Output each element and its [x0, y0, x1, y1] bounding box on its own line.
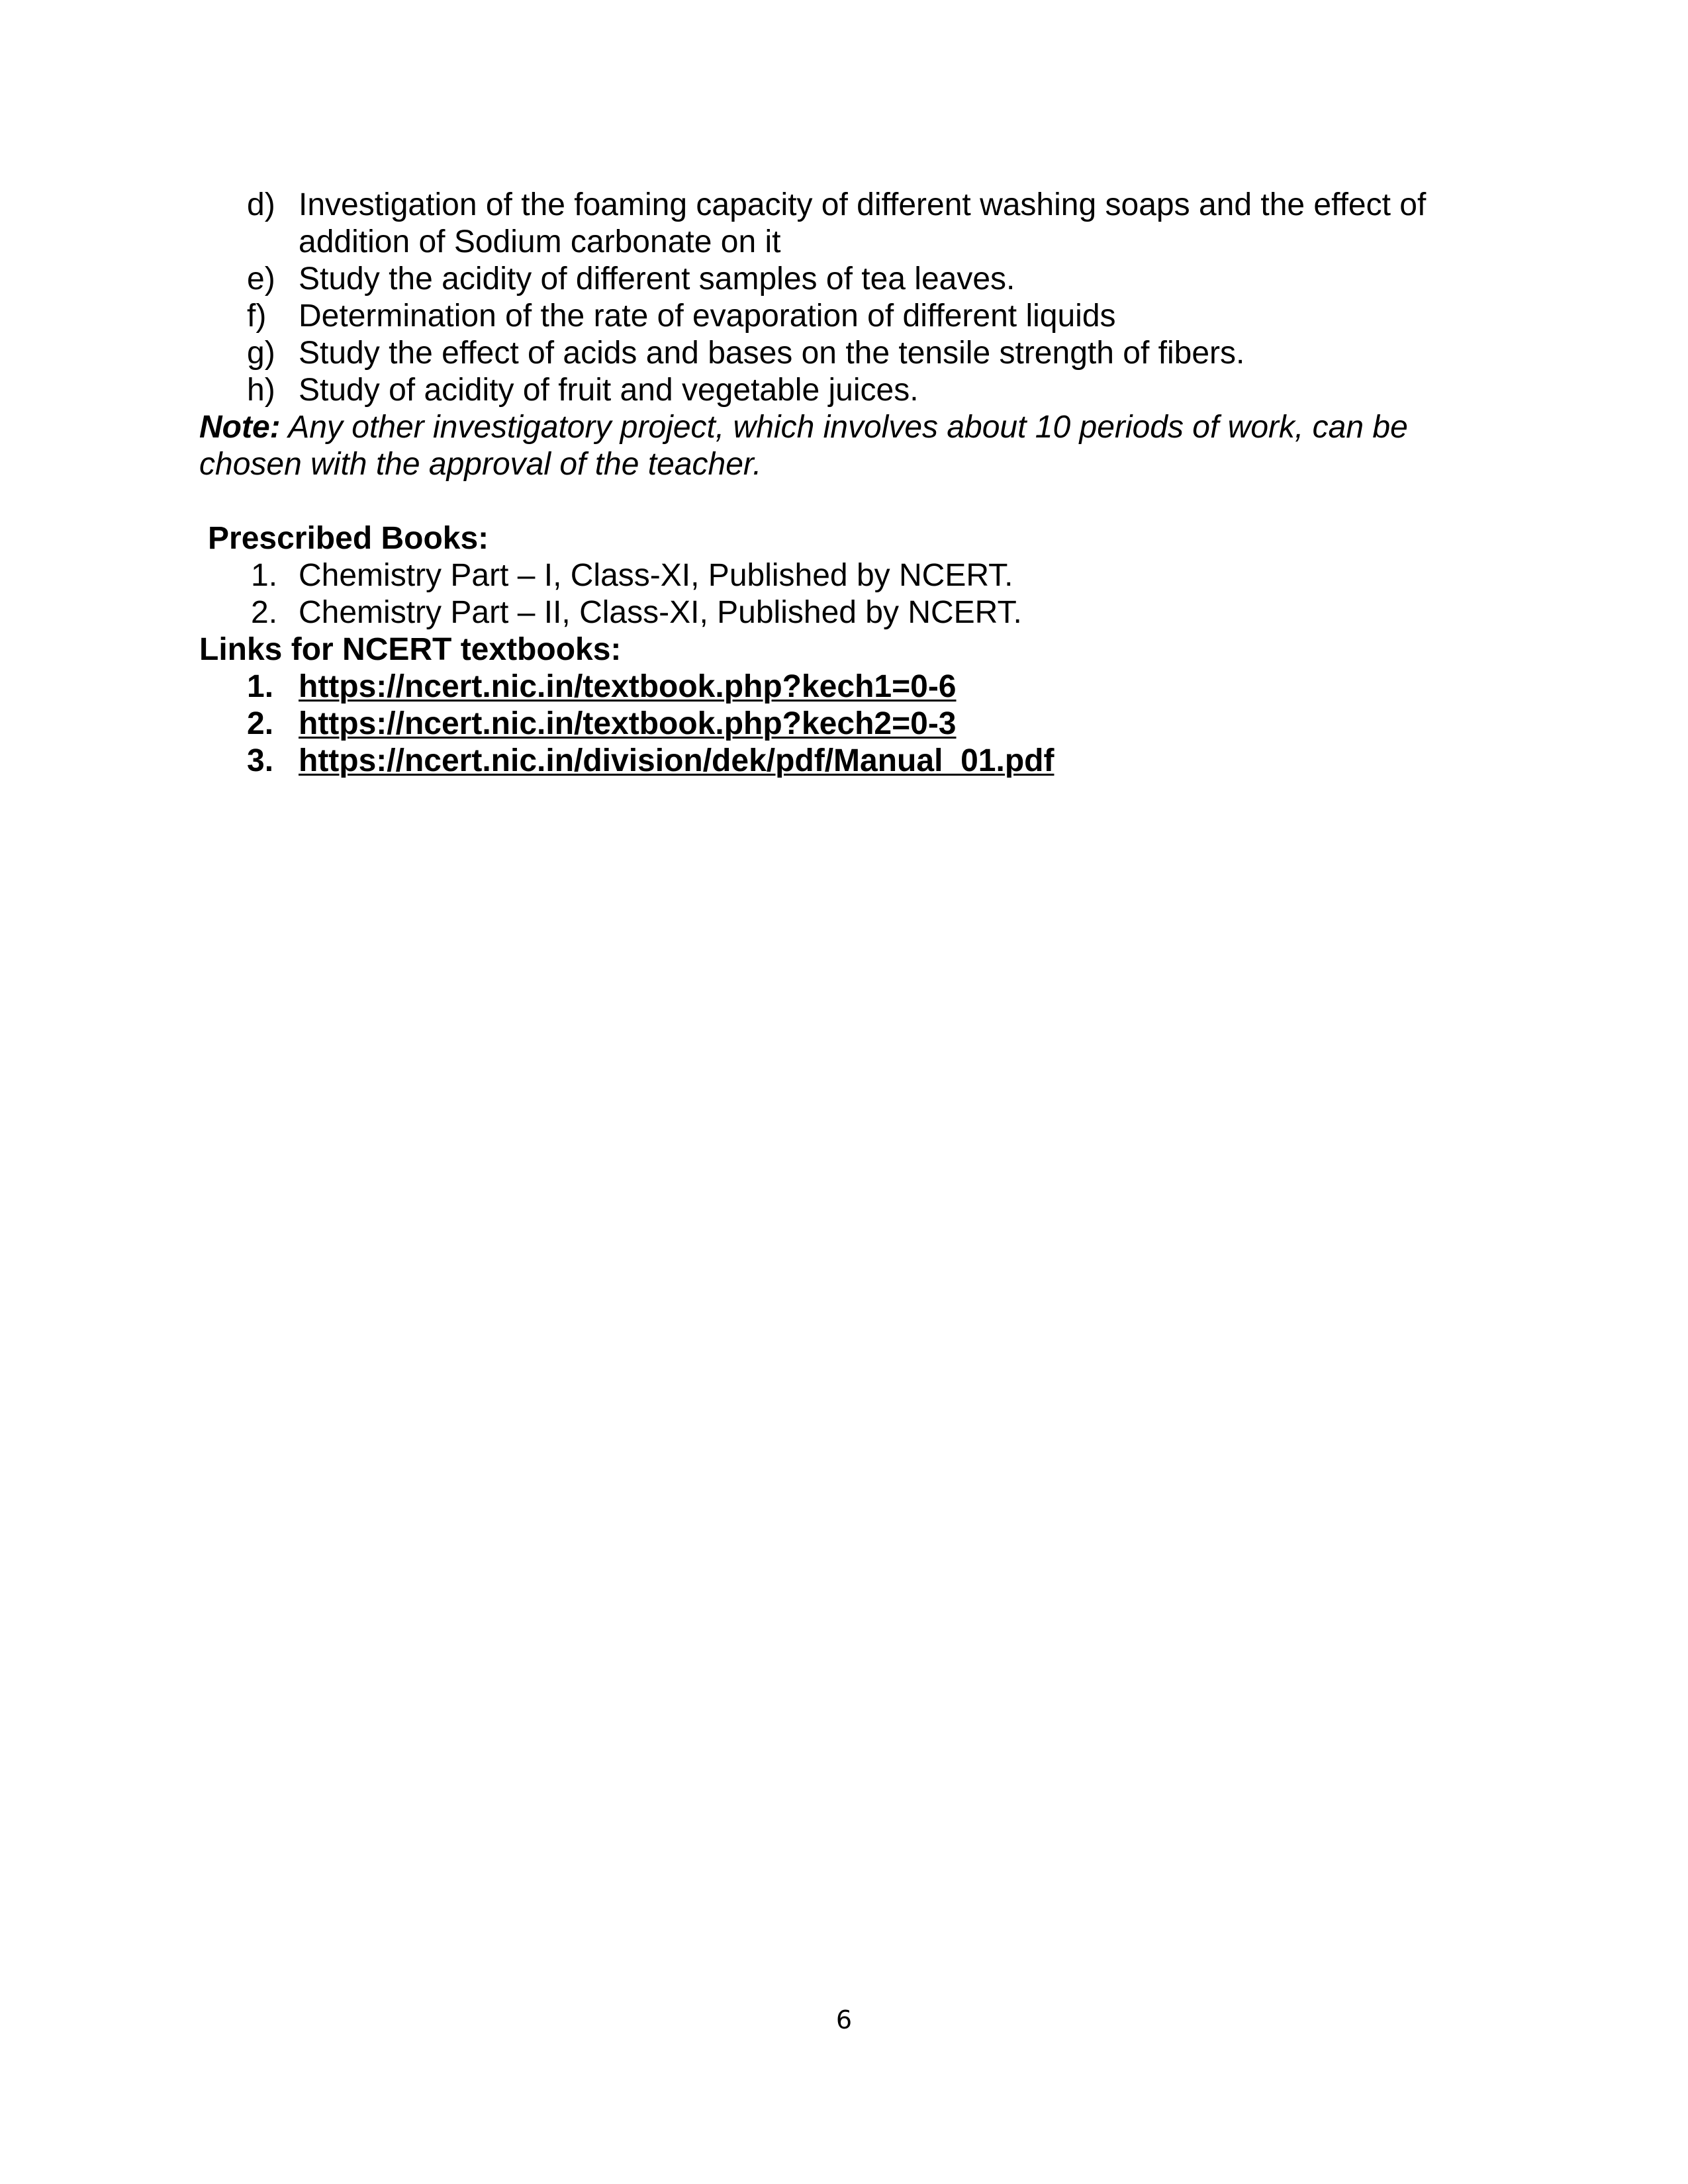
list-marker: 3. — [247, 743, 274, 778]
project-list — [199, 187, 1477, 409]
list-item-text: Chemistry Part – I, Class-XI, Published by NCERT. — [299, 558, 1013, 593]
note-paragraph — [199, 409, 1477, 483]
manual-link[interactable]: https://ncert.nic.in/division/dek/pdf/Manual_01.pdf — [299, 743, 1055, 778]
list-item-text: Chemistry Part – II, Class-XI, Published by NCERT. — [299, 595, 1022, 630]
note-text: Any other investigatory project, which involves about 10 periods of work, can be chosen with the approval of the teacher. — [199, 410, 1408, 482]
textbook-link[interactable]: https://ncert.nic.in/textbook.php?kech1=0-6 — [299, 669, 957, 704]
list-item — [199, 335, 1477, 372]
list-marker: g) — [247, 336, 275, 371]
list-item — [199, 743, 1477, 780]
list-item — [199, 594, 1477, 631]
list-item — [199, 705, 1477, 743]
page-content — [199, 187, 1477, 780]
list-item-text: Study the effect of acids and bases on the tensile strength of fibers. — [299, 336, 1245, 371]
list-marker: 1. — [251, 558, 278, 593]
list-marker: e) — [247, 261, 275, 296]
links-list — [199, 668, 1477, 780]
list-item — [199, 261, 1477, 298]
list-item — [199, 187, 1477, 261]
page-number: 6 — [835, 2005, 853, 2034]
list-item — [199, 298, 1477, 335]
prescribed-books-heading: Prescribed Books: — [208, 521, 489, 556]
list-marker: h) — [247, 373, 275, 408]
list-item-text: Study of acidity of fruit and vegetable juices. — [299, 373, 919, 408]
list-item-text: Determination of the rate of evaporation of different liquids — [299, 298, 1116, 334]
list-marker: d) — [247, 187, 275, 222]
list-marker: 2. — [247, 706, 274, 741]
note-label: Note: — [199, 410, 281, 445]
list-marker: 2. — [251, 595, 278, 630]
list-item-text: Study the acidity of different samples of tea leaves. — [299, 261, 1015, 296]
list-item — [199, 557, 1477, 594]
textbook-link[interactable]: https://ncert.nic.in/textbook.php?kech2=0-3 — [299, 706, 957, 741]
prescribed-books-list — [199, 557, 1477, 631]
list-marker: 1. — [247, 669, 274, 704]
list-item — [199, 668, 1477, 705]
links-heading: Links for NCERT textbooks: — [199, 632, 622, 667]
spacer — [199, 483, 1477, 520]
list-item-text: Investigation of the foaming capacity of different washing soaps and the effect of addition of Sodium carbonate on it — [299, 187, 1427, 259]
list-marker: f) — [247, 298, 267, 334]
list-item — [199, 372, 1477, 409]
